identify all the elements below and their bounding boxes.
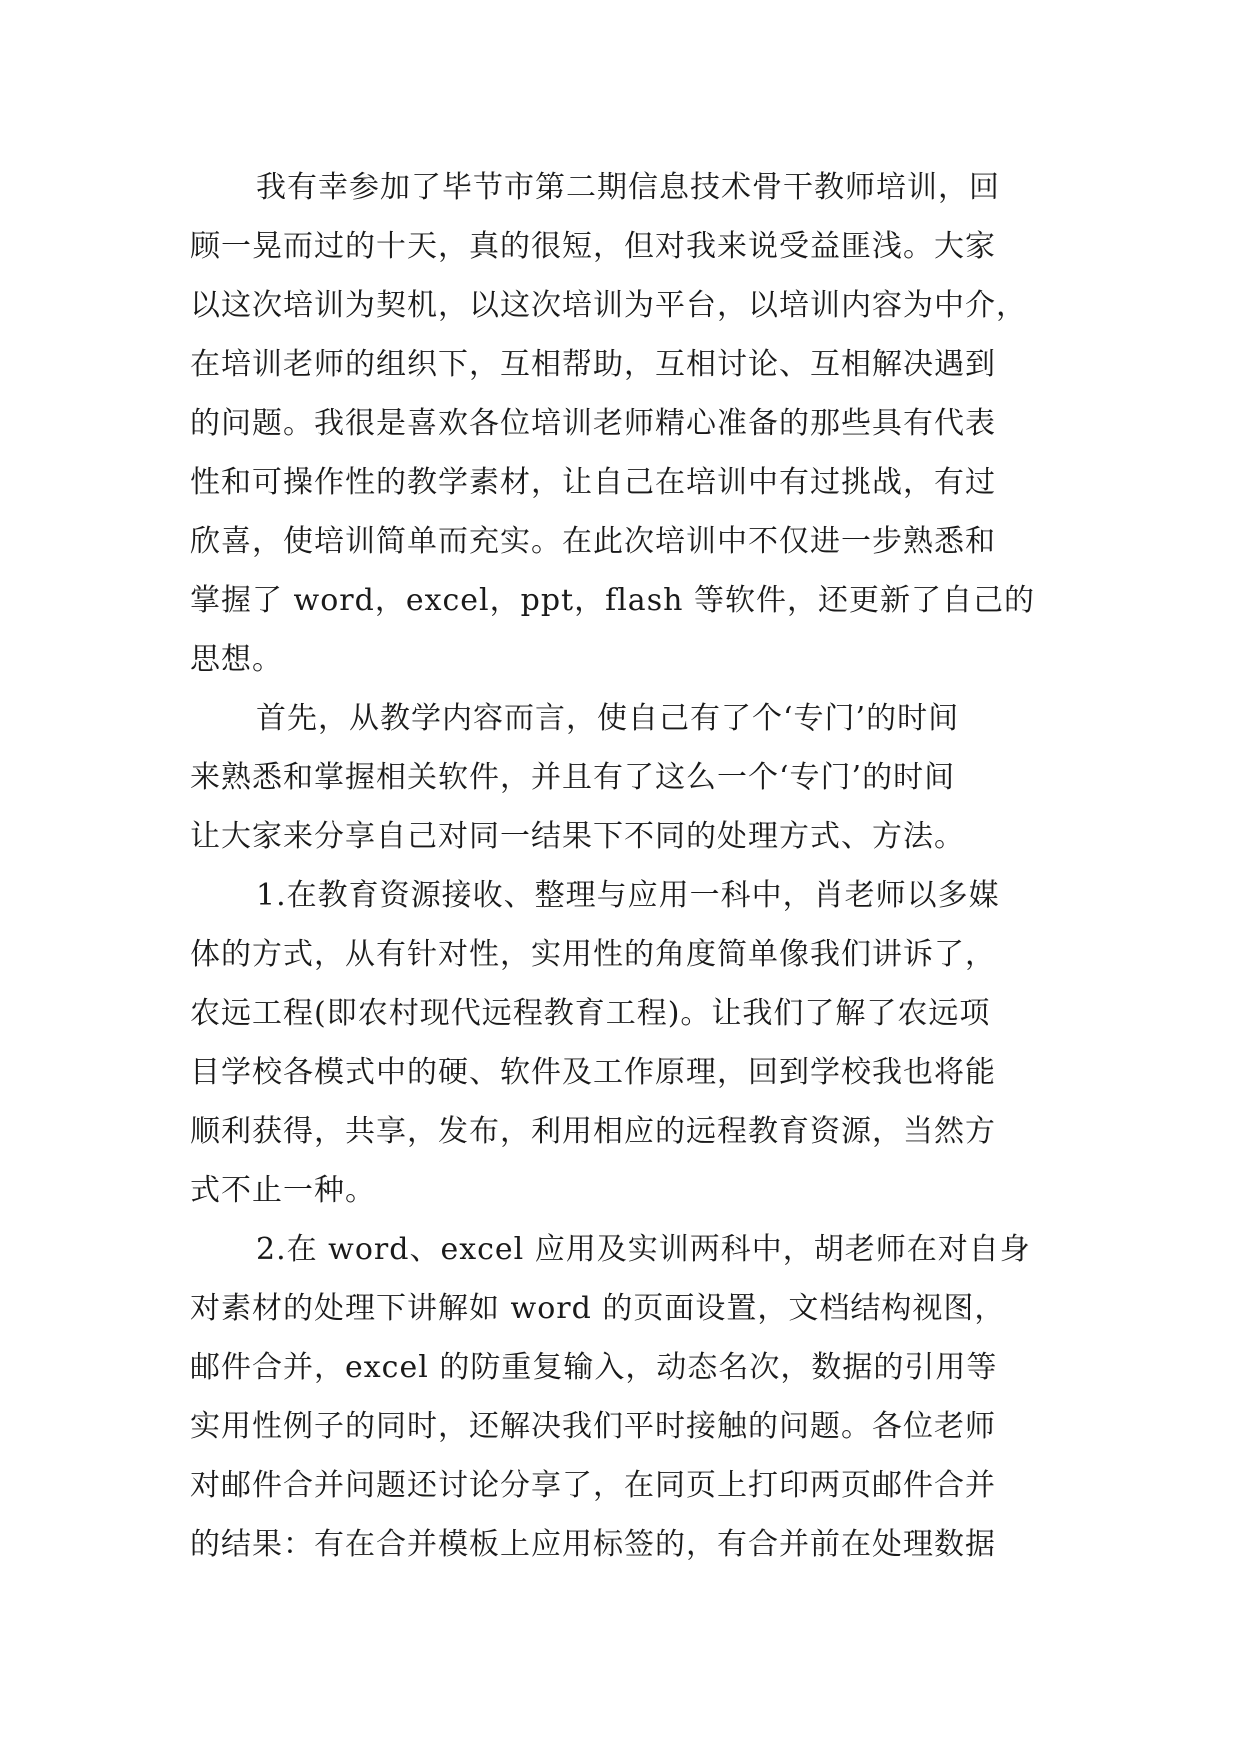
text-line: 欣喜，使培训简单而充实。在此次培训中不仅进一步熟悉和 (190, 524, 996, 559)
text-line: 掌握了 word，excel，ppt，flash 等软件，还更新了自己的 (190, 583, 1035, 618)
paragraph-item-2 (190, 1220, 1060, 1574)
text-line: 我有幸参加了毕节市第二期信息技术骨干教师培训，回 (256, 170, 1000, 205)
text-line: 顾一晃而过的十天，真的很短，但对我来说受益匪浅。大家 (190, 229, 996, 264)
text-line: 的结果：有在合并模板上应用标签的，有合并前在处理数据 (190, 1527, 996, 1562)
text-line: 让大家来分享自己对同一结果下不同的处理方式、方法。 (190, 819, 965, 854)
text-line: 思想。 (190, 642, 283, 677)
text-line: 来熟悉和掌握相关软件，并且有了这么一个‘专门’的时间 (190, 760, 956, 795)
text-line: 的问题。我很是喜欢各位培训老师精心准备的那些具有代表 (190, 406, 996, 441)
paragraph-first (190, 689, 1060, 866)
text-line: 实用性例子的同时，还解决我们平时接触的问题。各位老师 (190, 1409, 996, 1444)
text-line: 在培训老师的组织下，互相帮助，互相讨论、互相解决遇到 (190, 347, 996, 382)
text-line: 邮件合并，excel 的防重复输入，动态名次，数据的引用等 (190, 1350, 998, 1385)
text-line: 目学校各模式中的硬、软件及工作原理，回到学校我也将能 (190, 1055, 996, 1090)
text-line: 1.在教育资源接收、整理与应用一科中，肖老师以多媒 (256, 878, 1000, 913)
text-line: 对素材的处理下讲解如 word 的页面设置，文档结构视图， (190, 1291, 1006, 1326)
text-line: 农远工程(即农村现代远程教育工程)。让我们了解了农远项 (190, 996, 991, 1031)
paragraph-intro (190, 158, 1060, 689)
text-line: 首先，从教学内容而言，使自己有了个‘专门’的时间 (256, 701, 960, 736)
text-line: 体的方式，从有针对性，实用性的角度简单像我们讲诉了， (190, 937, 996, 972)
document-body (190, 158, 1060, 1574)
text-line: 2.在 word、excel 应用及实训两科中，胡老师在对自身 (256, 1232, 1031, 1267)
paragraph-item-1 (190, 866, 1060, 1220)
text-line: 对邮件合并问题还讨论分享了，在同页上打印两页邮件合并 (190, 1468, 996, 1503)
text-line: 以这次培训为契机，以这次培训为平台，以培训内容为中介， (190, 288, 1027, 323)
text-line: 顺利获得，共享，发布，利用相应的远程教育资源，当然方 (190, 1114, 996, 1149)
text-line: 性和可操作性的教学素材，让自己在培训中有过挑战，有过 (190, 465, 996, 500)
text-line: 式不止一种。 (190, 1173, 376, 1208)
